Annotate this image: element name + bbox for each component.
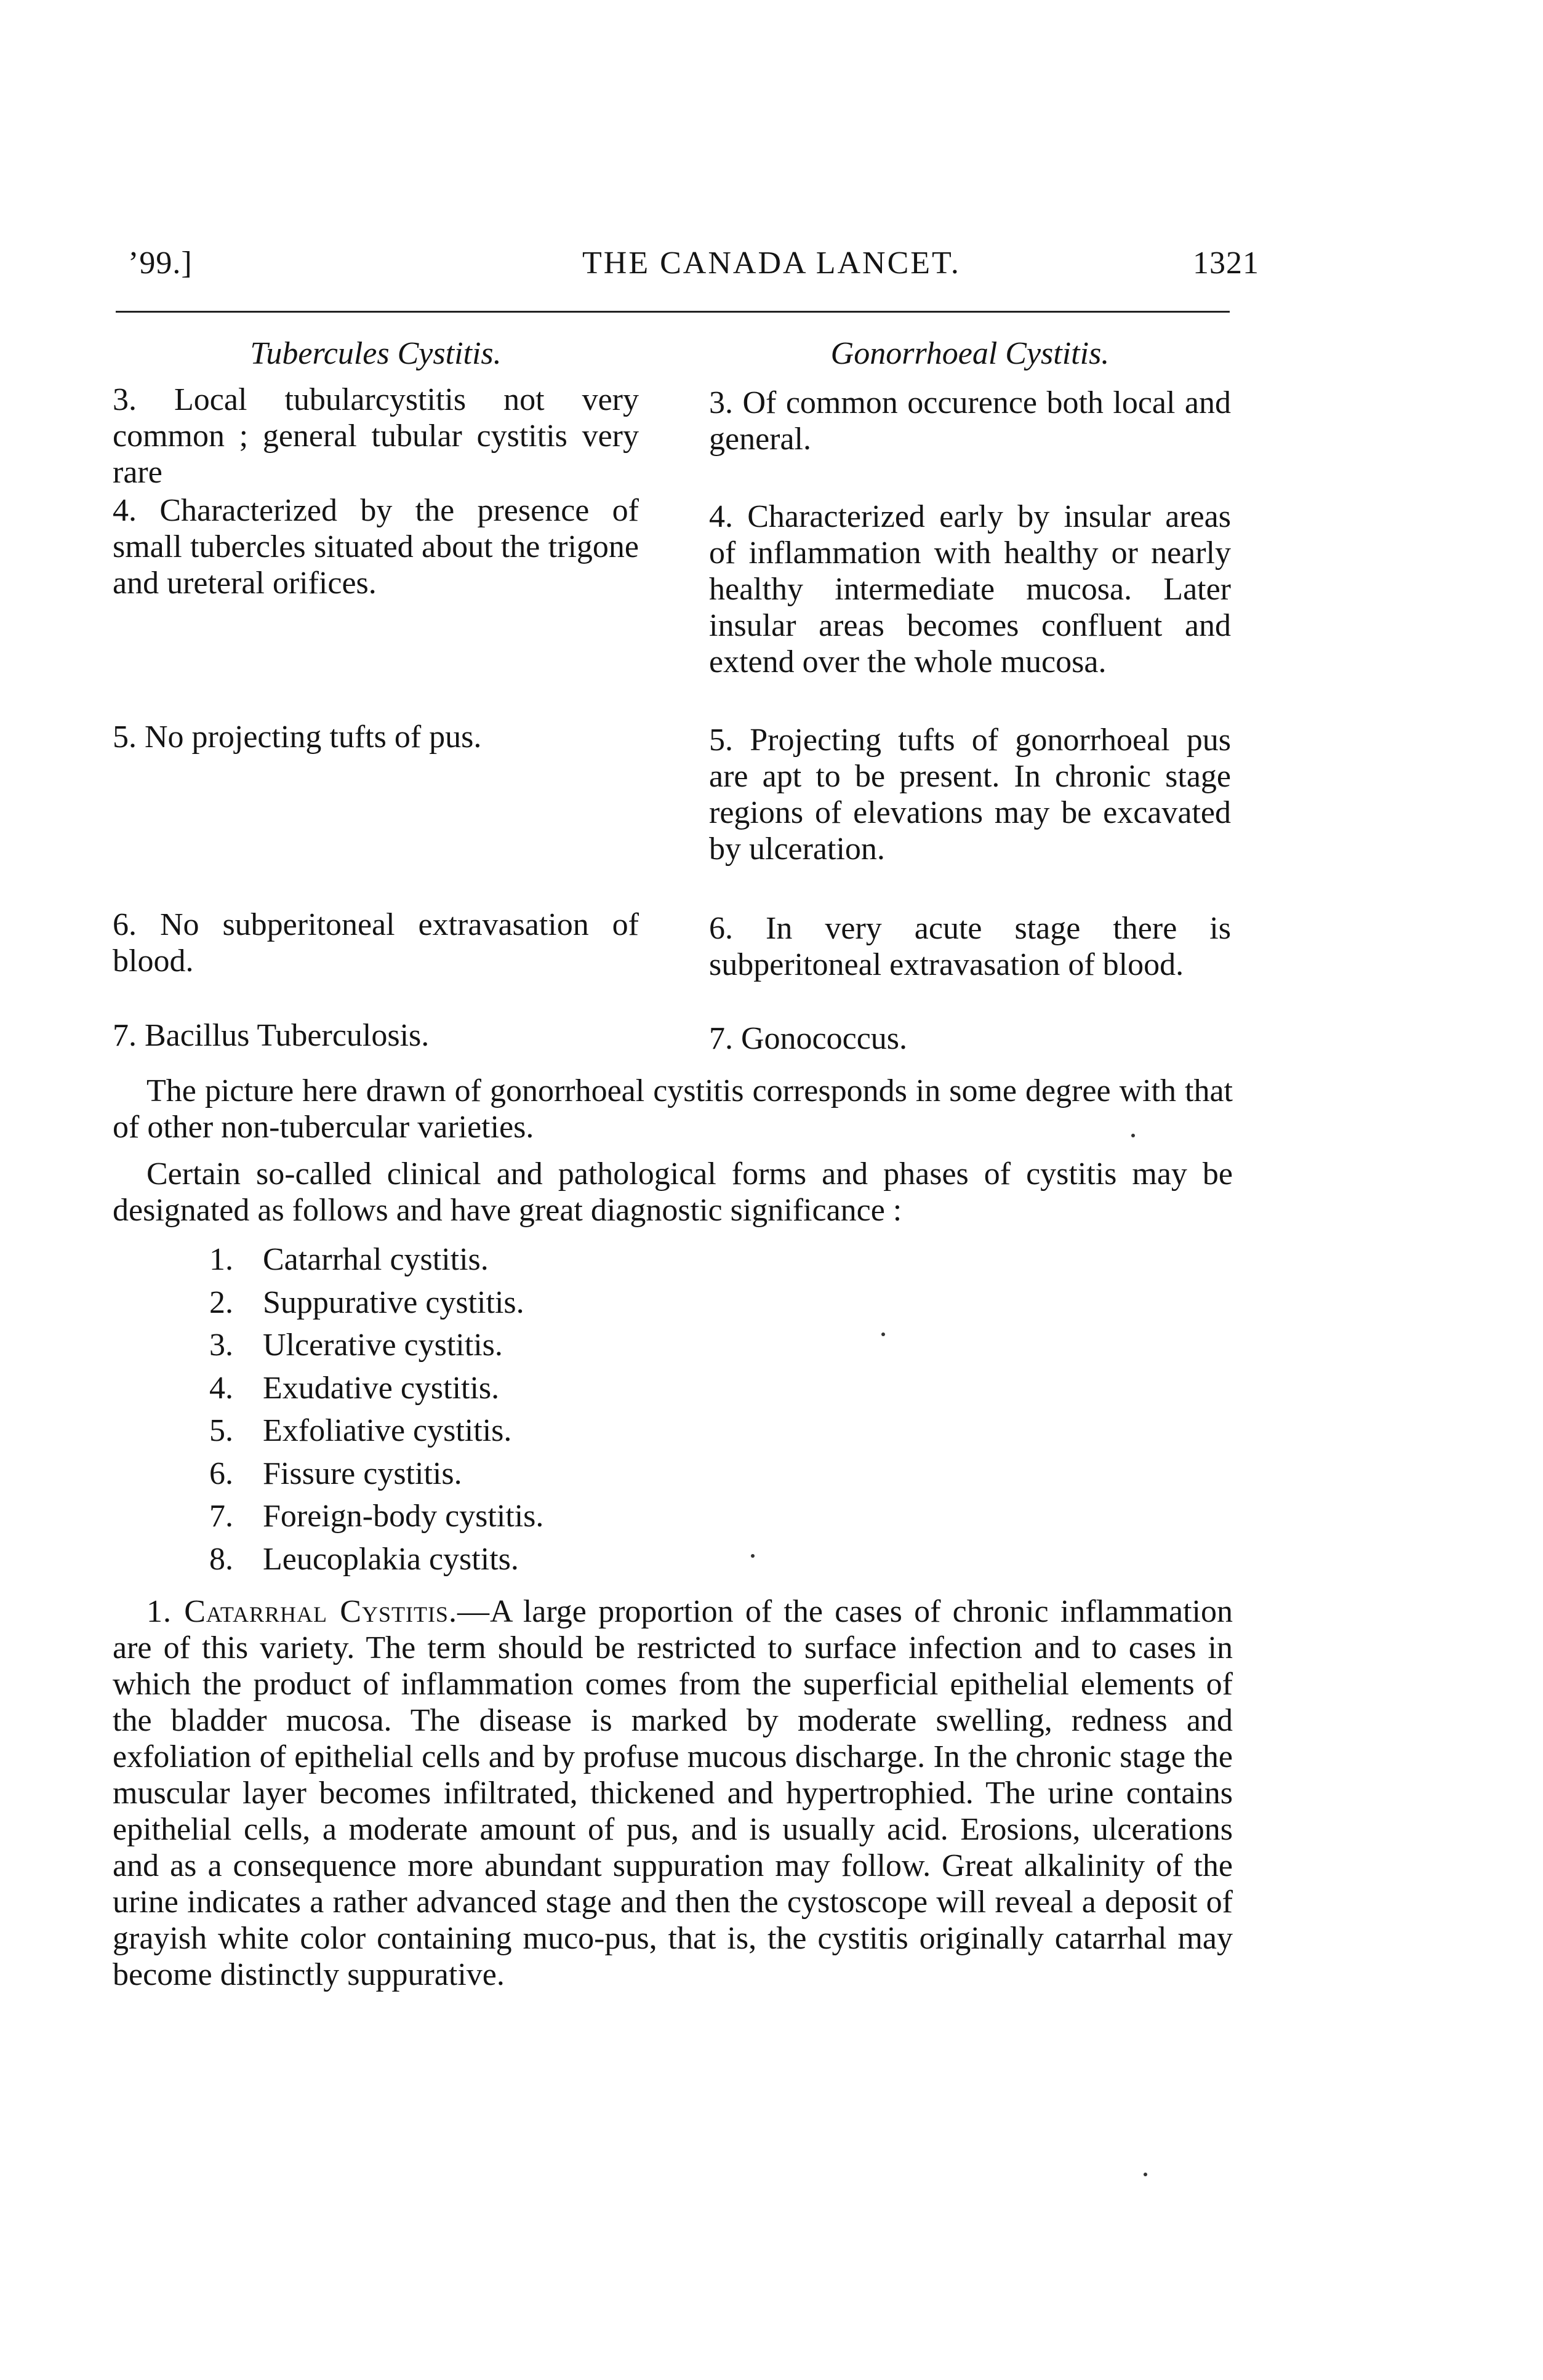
gonorrhoeal-column: [709, 335, 1231, 1056]
left-item-4: 4. Characterized by the presence of small tubercles situated about the trigone and ureteral orifices.: [113, 493, 639, 601]
print-speck: [881, 1332, 885, 1336]
print-speck: [751, 1554, 755, 1558]
forms-intro-paragraph: Certain so-called clinical and pathological forms and phases of cystitis may be designated as follows and have great diagnostic significance :: [113, 1156, 1233, 1228]
section-heading: 1. Catarrhal Cystitis.—: [146, 1594, 490, 1629]
list-item: 6. Fissure cystitis.: [209, 1456, 462, 1491]
list-item: 1. Catarrhal cystitis.: [209, 1242, 489, 1277]
running-head-year: ’99.]: [128, 246, 193, 281]
left-item-5: 5. No projecting tufts of pus.: [113, 719, 482, 755]
catarrhal-cystitis-paragraph: 1. Catarrhal Cystitis.—A large proportion of the cases of chronic inflammation are of this variety. The term should be restricted to surface infection and to cases in which the product of inflammation comes from the superficial epithelial elements of the bladder mucosa. The disease is marked by moderate swelling, redness and exfoliation of epithelial cells and by profuse mucous discharge. In the chronic stage the muscular layer becomes infiltrated, thickened and hypertrophied. The urine contains epithelial cells, a moderate amount of pus, and is usually acid. Erosions, ulcerations and as a consequence more abundant suppuration may follow. Great alkalinity of the urine indicates a rather advanced stage and then the cystoscope will reveal a deposit of grayish white color containing muco-pus, that is, the cystitis originally catarrhal may become distinctly suppurative.: [113, 1594, 1233, 1992]
right-item-4: 4. Characterized early by insular areas of inflammation with healthy or nearly healthy intermediate mucosa. Later insular areas becomes confluent and extend over the whole mucosa.: [709, 499, 1231, 679]
list-item: 5. Exfoliative cystitis.: [209, 1413, 512, 1448]
list-item: 7. Foreign-body cystitis.: [209, 1499, 544, 1534]
left-item-3: 3. Local tubularcystitis not very common ; general tubular cystitis very rare: [113, 382, 639, 490]
left-column-heading: Tubercules Cystitis.: [250, 336, 502, 371]
list-item: 2. Suppurative cystitis.: [209, 1284, 524, 1320]
right-item-7: 7. Gonococcus.: [709, 1021, 908, 1056]
print-speck: [1144, 2173, 1147, 2176]
left-item-7: 7. Bacillus Tuberculosis.: [113, 1018, 430, 1053]
right-item-5: 5. Projecting tufts of gonorrhoeal pus are apt to be present. In chronic stage regions of elevations may be excavated by ulceration.: [709, 723, 1231, 867]
comparison-summary-paragraph: The picture here drawn of gonorrhoeal cystitis corresponds in some degree with that of other non-tubercular varieties.: [113, 1073, 1233, 1145]
list-item: 8. Leucoplakia cystits.: [209, 1541, 519, 1577]
print-speck: [1131, 1134, 1135, 1137]
journal-title: THE CANADA LANCET.: [582, 246, 961, 281]
page-number: 1321: [1193, 246, 1259, 281]
list-item: 3. Ulcerative cystitis.: [209, 1328, 503, 1363]
right-column-heading: Gonorrhoeal Cystitis.: [830, 336, 1110, 371]
right-item-6: 6. In very acute stage there is subperitoneal extravasation of blood.: [709, 911, 1231, 982]
header-rule: [116, 311, 1230, 313]
left-item-6: 6. No subperitoneal extravasation of blood.: [113, 907, 639, 979]
right-item-3: 3. Of common occurence both local and general.: [709, 385, 1231, 457]
list-item: 4. Exudative cystitis.: [209, 1370, 500, 1406]
tubercular-column: [113, 335, 639, 1053]
cystitis-forms-list: [209, 1238, 543, 1581]
